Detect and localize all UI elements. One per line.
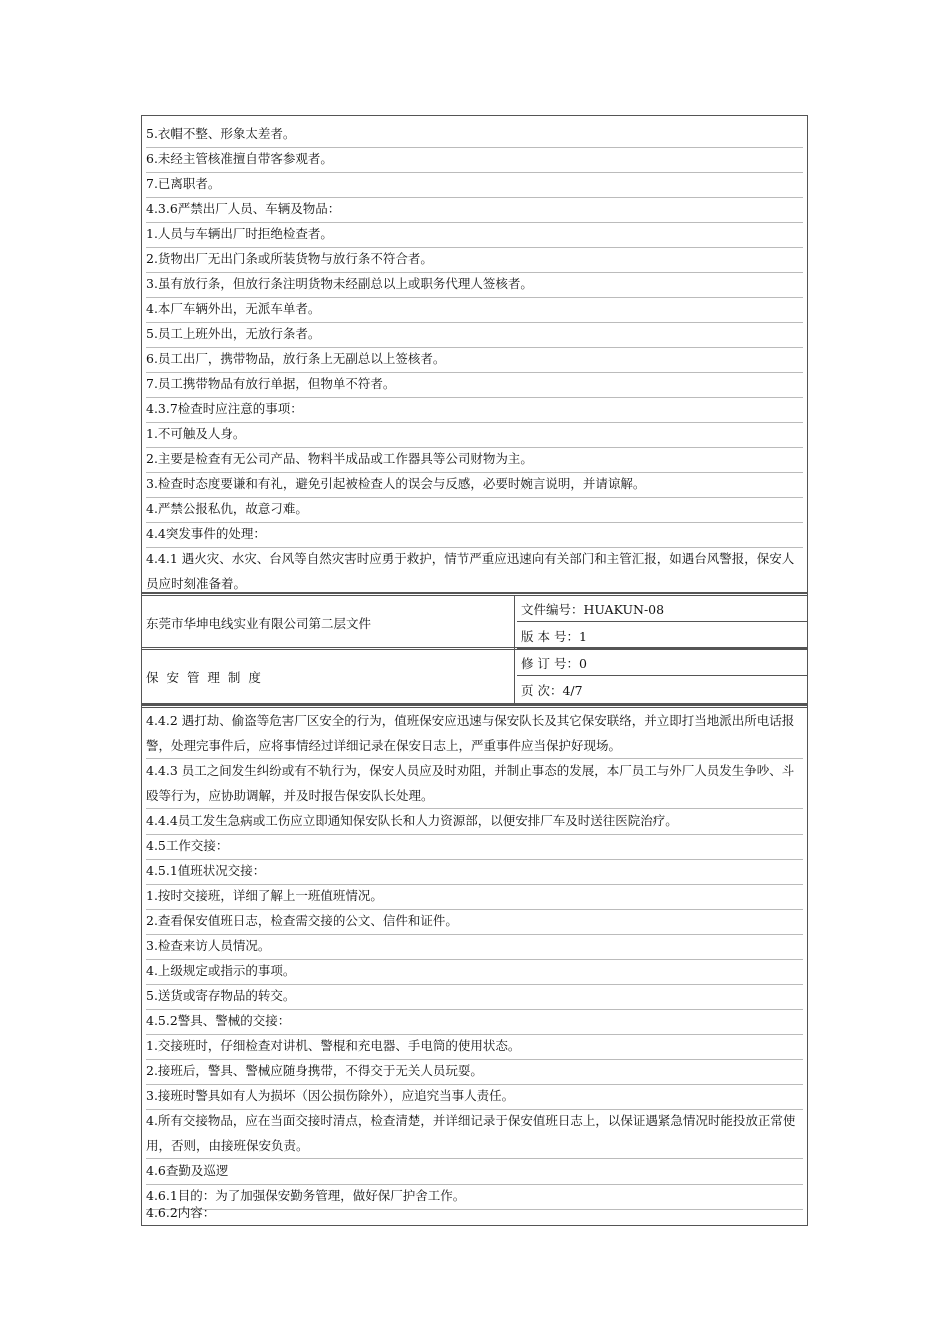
doc-number: 文件编号：HUAKUN-08 <box>517 596 807 622</box>
text-line: 4.6.1目的：为了加强保安勤务管理，做好保厂护舍工作。 <box>146 1184 803 1210</box>
text-line: 4.5.2警具、警械的交接： <box>146 1009 803 1035</box>
text-line: 3.检查时态度要谦和有礼，避免引起被检查人的误会与反感，必要时婉言说明，并请谅解。 <box>146 472 803 498</box>
text-line: 1.不可触及人身。 <box>146 422 803 448</box>
text-line: 4.4突发事件的处理： <box>146 522 803 548</box>
text-line: 4.4.4员工发生急病或工伤应立即通知保安队长和人力资源部，以便安排厂车及时送往医院治疗。 <box>146 809 803 835</box>
text-line: 2.主要是检查有无公司产品、物料半成品或工作器具等公司财物为主。 <box>146 447 803 473</box>
text-line: 3.检查来访人员情况。 <box>146 934 803 960</box>
text-line: 员应时刻准备着。 <box>146 575 247 591</box>
text-line: 4.上级规定或指示的事项。 <box>146 959 803 985</box>
page-number: 页 次：4/7 <box>521 683 583 698</box>
text-line: 4.5.1值班状况交接： <box>146 859 803 885</box>
text-line: 4.严禁公报私仇，故意刁难。 <box>146 497 803 523</box>
text-line: 4.4.3 员工之间发生纠纷或有不轨行为，保安人员应及时劝阻，并制止事态的发展，本厂员工与外厂人员发生争吵、斗 <box>146 763 795 778</box>
text-line: 4.4.1 遇火灾、水灾、台风等自然灾害时应勇于救护，情节严重应迅速向有关部门和主管汇报，如遇台风警报，保安人 <box>146 551 795 566</box>
content-box-top <box>141 115 808 593</box>
text-line: 5.员工上班外出，无放行条者。 <box>146 322 803 348</box>
paragraph-4-4-3 <box>146 759 803 809</box>
text-line: 6.员工出厂，携带物品，放行条上无副总以上签核者。 <box>146 347 803 373</box>
text-line: 1.按时交接班，详细了解上一班值班情况。 <box>146 884 803 910</box>
text-line: 5.送货或寄存物品的转交。 <box>146 984 803 1010</box>
text-line: 4.4.2 遇打劫、偷盗等危害厂区安全的行为，值班保安应迅速与保安队长及其它保安联络，并立即打当地派出所电话报 <box>146 713 795 728</box>
revision-number: 修 订 号：0 <box>517 650 807 676</box>
text-line: 4.3.7检查时应注意的事项： <box>146 397 803 423</box>
text-line: 警，处理完事件后，应将事情经过详细记录在保安日志上，严重事件应当保护好现场。 <box>146 737 622 753</box>
paragraph-4-4-1 <box>146 547 803 596</box>
text-line: 3.虽有放行条，但放行条注明货物未经副总以上或职务代理人签核者。 <box>146 272 803 298</box>
text-line: 7.员工携带物品有放行单据，但物单不符者。 <box>146 372 803 398</box>
text-line: 4.本厂车辆外出，无派车单者。 <box>146 297 803 323</box>
text-line: 7.已离职者。 <box>146 172 803 198</box>
document-header-table <box>141 593 808 704</box>
text-line: 4.3.6严禁出厂人员、车辆及物品： <box>146 197 803 223</box>
text-line: 2.货物出厂无出门条或所装货物与放行条不符合者。 <box>146 247 803 273</box>
company-name: 东莞市华坤电线实业有限公司第二层文件 <box>142 596 515 649</box>
text-line: 3.接班时警具如有人为损坏（因公损伤除外），应追究当事人责任。 <box>146 1084 803 1110</box>
text-line: 2.接班后，警具、警械应随身携带，不得交于无关人员玩耍。 <box>146 1059 803 1085</box>
document-title: 保 安 管 理 制 度 <box>142 650 515 703</box>
text-line: 4.5工作交接： <box>146 834 803 860</box>
text-line: 2.查看保安值班日志，检查需交接的公文、信件和证件。 <box>146 909 803 935</box>
version-number: 版 本 号：1 <box>517 623 807 649</box>
content-box-bottom <box>141 704 808 1226</box>
text-line: 用，否则，由接班保安负责。 <box>146 1137 309 1153</box>
paragraph-handover-items <box>146 1109 803 1159</box>
text-line: 4.所有交接物品，应在当面交接时清点，检查清楚，并详细记录于保安值班日志上，以保证遇紧急情况时能投放正常使 <box>146 1113 796 1128</box>
text-line: 5.衣帽不整、形象太差者。 <box>146 122 803 148</box>
text-line: 1.交接班时，仔细检查对讲机、警棍和充电器、手电筒的使用状态。 <box>146 1034 803 1060</box>
paragraph-4-4-2 <box>146 709 803 759</box>
text-line: 6.未经主管核准擅自带客参观者。 <box>146 147 803 173</box>
text-line: 4.6查勤及巡逻 <box>146 1159 803 1185</box>
text-line: 4.6.2内容： <box>146 1205 216 1220</box>
text-line: 殴等行为，应协助调解，并及时报告保安队长处理。 <box>146 787 434 803</box>
text-line: 1.人员与车辆出厂时拒绝检查者。 <box>146 222 803 248</box>
